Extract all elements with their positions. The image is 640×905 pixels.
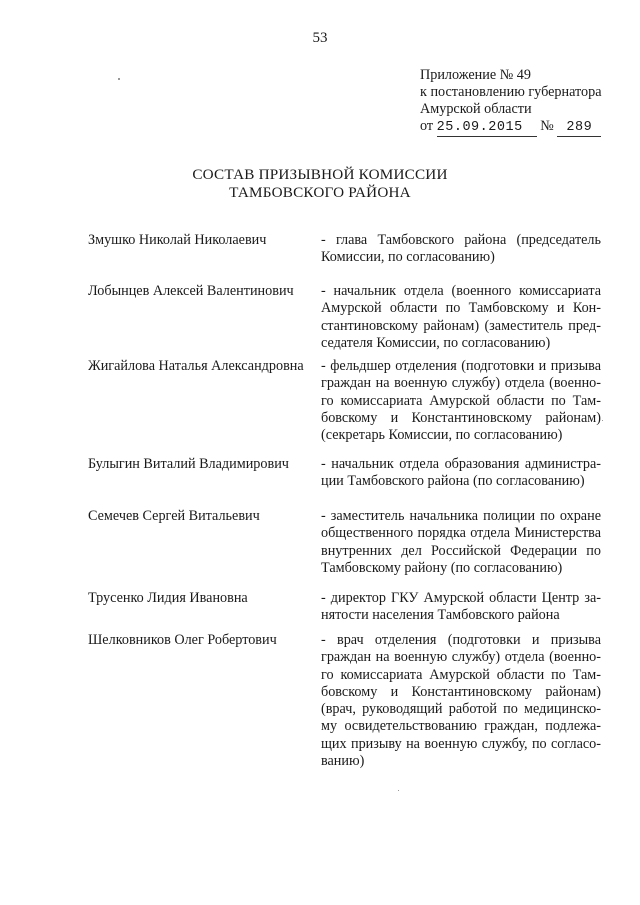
title-line-1: СОСТАВ ПРИЗЫВНОЙ КОМИССИИ <box>192 166 448 183</box>
appendix-line-2: к постановлению губернатора <box>420 84 602 100</box>
member-name: Жигайлова Наталья Александровна <box>88 358 304 374</box>
appendix-line-1: Приложение № 49 <box>420 67 531 83</box>
appendix-date-line <box>420 118 620 137</box>
member-role: - директор ГКУ Амурской области Центр занятости населения Тамбовского района <box>321 590 601 624</box>
number-prefix: № <box>540 118 554 134</box>
member-name: Лобынцев Алексей Валентинович <box>88 283 294 299</box>
scan-speck <box>398 790 399 791</box>
decree-number: 289 <box>557 119 601 137</box>
member-role: - начальник отдела образования администрации Тамбовского района (по согласованию) <box>321 456 601 490</box>
member-name: Шелковников Олег Робертович <box>88 632 277 648</box>
date-prefix: от <box>420 118 434 134</box>
member-name: Трусенко Лидия Ивановна <box>88 590 248 606</box>
document-title <box>0 166 640 202</box>
member-role: - врач отделения (подготовки и призыва граждан на военную службу) отдела (военного комиссариата Амурской области по Тамбовскому и Константиновскому районам) (врач, руководящий работой по медицинскому освидетельствованию граждан, подлежащих призыву на военную службу, по согласованию) <box>321 632 601 770</box>
decree-date: 25.09.2015 <box>437 119 537 137</box>
member-name: Семечев Сергей Витальевич <box>88 508 260 524</box>
member-name: Змушко Николай Николаевич <box>88 232 267 248</box>
member-role: - начальник отдела (военного комиссариата Амурской области по Тамбовскому и Константиновскому районам) (заместитель председателя Комиссии, по согласованию) <box>321 283 601 351</box>
member-role: - глава Тамбовского района (председатель Комиссии, по согласованию) <box>321 232 601 266</box>
member-role: - фельдшер отделения (подготовки и призыва граждан на военную службу) отдела (военного комиссариата Амурской области по Тамбовскому и Константиновскому районам) (секретарь Комиссии, по согласованию) <box>321 358 601 444</box>
title-line-2: ТАМБОВСКОГО РАЙОНА <box>229 184 411 201</box>
appendix-line-3: Амурской области <box>420 101 532 117</box>
scan-speck <box>118 78 120 80</box>
scan-speck <box>602 420 603 421</box>
member-role: - заместитель начальника полиции по охране общественного порядка отдела Министерства внутренних дел Российской Федерации по Тамбовскому району (по согласованию) <box>321 508 601 576</box>
member-name: Булыгин Виталий Владимирович <box>88 456 289 472</box>
appendix-header <box>420 67 620 137</box>
page-number: 53 <box>312 30 328 46</box>
